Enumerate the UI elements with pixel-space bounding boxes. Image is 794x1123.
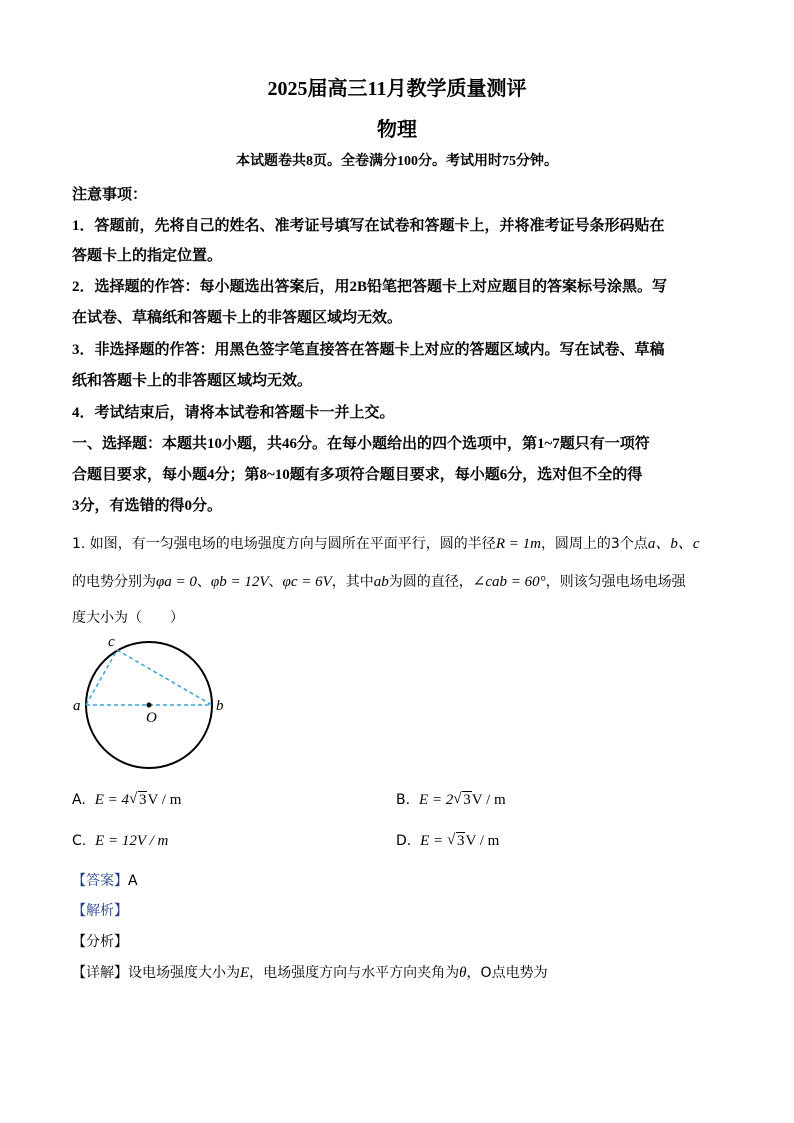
subject-title: 物理 (377, 119, 417, 141)
q1-line-3: 度大小为（ ） (72, 610, 184, 626)
q1-line-1 (72, 532, 722, 553)
option-d-pre: E = (420, 833, 447, 849)
q1-phi-a: φa = 0 (156, 574, 197, 590)
chord-ac (86, 650, 117, 705)
answer-line (72, 870, 722, 890)
detail-theta: θ (459, 965, 467, 981)
answer-value: A (128, 873, 138, 889)
q1-text-a: 1. 如图，有一匀强电场的电场强度方向与圆所在平面平行，圆的半径 (72, 536, 496, 552)
option-a-letter: A. (72, 792, 86, 808)
note-line-3: 2．选择题的作答：每小题选出答案后，用2B铅笔把答题卡上对应题目的答案标号涂黑。写 (72, 279, 668, 295)
section-line-2: 合题目要求，每小题4分；第8~10题有多项符合题目要求，每小题6分，选对但不全的得 (72, 467, 643, 483)
center-point (147, 703, 152, 708)
q1-circle-figure (70, 630, 230, 805)
label-a: a (73, 698, 81, 714)
option-a-pre: E = 4 (94, 792, 129, 808)
notes-heading: 注意事项： (72, 187, 148, 203)
answer-label: 【答案】 (72, 873, 128, 889)
option-d-sqrt: √ 3 (447, 833, 466, 850)
option-b-letter: B. (396, 792, 411, 808)
q1-phi-c: φc = 6V (282, 574, 332, 590)
q1-sep-2: 、 (268, 574, 283, 590)
label-b: b (216, 698, 224, 714)
q1-line-2 (72, 571, 722, 591)
detail-text-3: ，O点电势为 (466, 965, 548, 981)
note-line-1: 1．答题前，先将自己的姓名、准考证号填写在试卷和答题卡上，并将准考证号条形码贴在 (72, 218, 665, 234)
label-c: c (108, 634, 115, 650)
q1-radius: R = 1m (495, 536, 541, 552)
option-a-sqrt: √ 3 (129, 792, 148, 809)
detail-line (72, 962, 722, 982)
q1-text-f: ，则该匀强电场电场强 (545, 574, 686, 590)
detail-text-1: 设电场强度大小为 (128, 965, 240, 981)
label-o: O (146, 710, 157, 726)
q1-text-c: 的电势分别为 (72, 574, 156, 590)
exam-info: 本试题卷共8页。全卷满分100分。考试用时75分钟。 (236, 154, 558, 169)
option-b[interactable] (396, 792, 506, 809)
option-b-sqrt: √ 3 (453, 792, 472, 809)
detail-label: 【详解】 (72, 965, 128, 981)
option-d[interactable] (396, 833, 499, 850)
section-line-1: 一、选择题：本题共10小题，共46分。在每小题给出的四个选项中，第1~7题只有一项符 (72, 436, 650, 452)
exam-title: 2025届高三11月教学质量测评 (267, 78, 527, 100)
q1-sep-1: 、 (196, 574, 211, 590)
note-line-7: 4．考试结束后，请将本试卷和答题卡一并上交。 (72, 405, 395, 421)
option-c-letter: C. (72, 833, 87, 849)
option-b-post: V / m (471, 792, 506, 808)
note-line-4: 在试卷、草稿纸和答题卡上的非答题区域均无效。 (72, 310, 403, 326)
option-d-post: V / m (465, 833, 500, 849)
analysis-label: 【解析】 (72, 903, 128, 919)
q1-text-b: ，圆周上的3个点 (540, 536, 648, 552)
note-line-6: 纸和答题卡上的非答题区域均无效。 (72, 373, 313, 389)
q1-angle: ∠cab = 60° (472, 574, 546, 590)
option-d-letter: D. (396, 833, 412, 849)
detail-e: E (240, 965, 250, 981)
option-a[interactable] (72, 792, 181, 809)
section-line-3: 3分，有选错的得0分。 (72, 498, 223, 514)
q1-text-d: ，其中 (331, 574, 374, 590)
chord-cb (117, 650, 212, 705)
q1-text-e: 为圆的直径， (388, 574, 473, 590)
option-c[interactable] (72, 833, 168, 850)
q1-ab: ab (373, 574, 389, 590)
fenxi-label: 【分析】 (72, 934, 128, 950)
option-c-value: E = 12V / m (95, 833, 169, 849)
q1-points: a、b、c (647, 536, 700, 552)
option-b-pre: E = 2 (418, 792, 454, 808)
option-a-post: V / m (147, 792, 182, 808)
detail-text-2: ，电场强度方向与水平方向夹角为 (249, 965, 460, 981)
note-line-2: 答题卡上的指定位置。 (72, 248, 223, 264)
q1-phi-b: φb = 12V (210, 574, 269, 590)
note-line-5: 3．非选择题的作答：用黑色签字笔直接答在答题卡上对应的答题区域内。写在试卷、草稿 (72, 342, 665, 358)
